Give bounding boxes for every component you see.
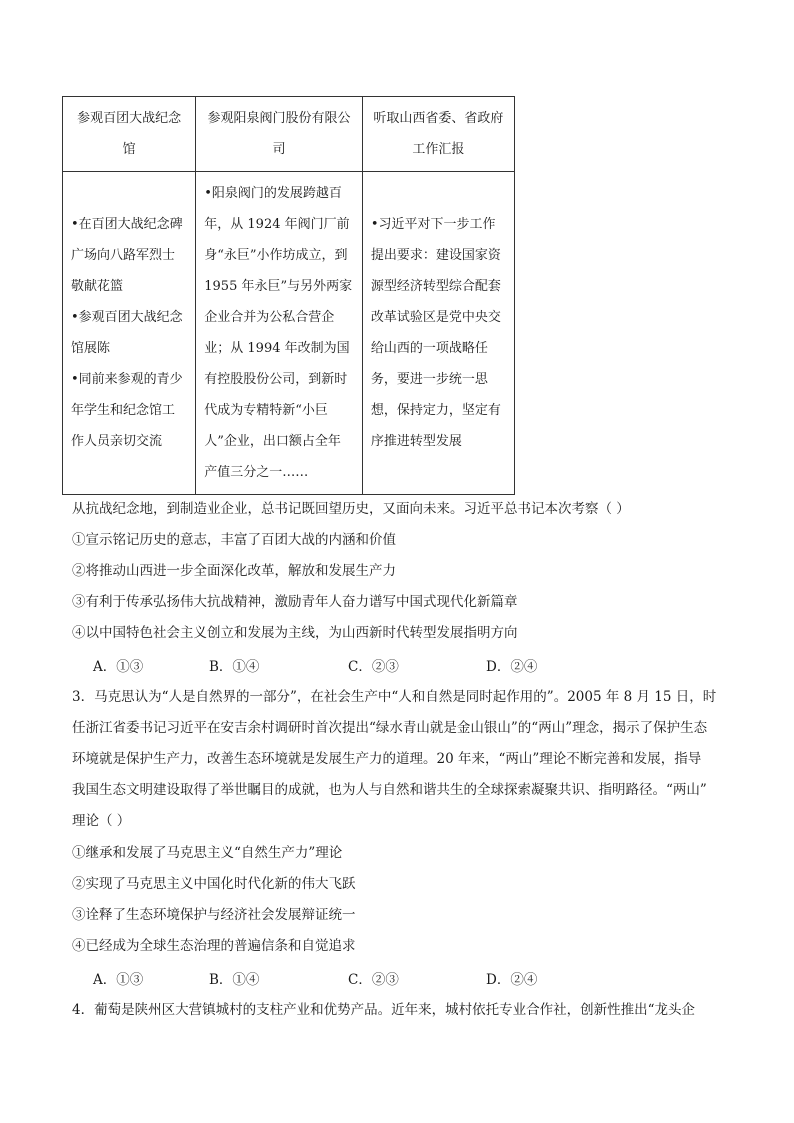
option-d[interactable]: D．②④ [486,659,538,675]
option-d[interactable]: D．②④ [486,972,538,988]
q3-item-1: ①继承和发展了马克思主义“自然生产力”理论 [72,845,343,861]
q4-stem-line: 4．葡萄是陕州区大营镇城村的支柱产业和优势产品。近年来，城村依托专业合作社，创新性推出“龙头企 [72,1002,695,1018]
q2-options [93,655,613,679]
bullet-item: •习近平对下一步工作提出要求：建设国家资源型经济转型综合配套改革试验区是党中央交给山西的一项战略任务，要进一步统一思想，保持定力，坚定有序推进转型发展 [370,217,501,449]
q2-item-3: ③有利于传承弘扬伟大抗战精神，激励青年人奋力谱写中国式现代化新篇章 [72,594,518,610]
q3-item-2: ②实现了马克思主义中国化时代化新的伟大飞跃 [72,876,356,892]
q3-stem-line: 任浙江省委书记习近平在安吉余村调研时首次提出“绿水青山就是金山银山”的“两山”理念，揭示了保护生态 [72,720,708,736]
visit-table [62,96,515,495]
q2-stem: 从抗战纪念地，到制造业企业，总书记既回望历史，又面向未来。习近平总书记本次考察（ ） [72,501,630,517]
q2-item-2: ②将推动山西进一步全面深化改革，解放和发展生产力 [72,563,396,579]
table-header-cell: 听取山西省委、省政府工作汇报 [362,97,514,172]
table-cell-company [196,172,363,495]
option-b[interactable]: B．①④ [209,659,260,675]
table-cell-memorial [63,172,196,495]
option-b[interactable]: B．①④ [209,972,260,988]
q3-item-4: ④已经成为全球生态治理的普遍信条和自觉追求 [72,938,356,954]
option-a[interactable]: A．①③ [93,659,144,675]
bullet-item: •阳泉阀门的发展跨越百年，从 1924 年阀门厂前身“永巨”小作坊成立，到 1955 年永巨”与另外两家企业合并为公私合营企业；从 1994 年改制为国有控股股份公司，到新时代成为专精特新“小巨人”企业，出口额占全年产值三分之一…… [204,186,353,480]
q3-options [93,968,613,992]
bullet-item: •参观百团大战纪念馆展陈 [71,310,183,356]
table-header-cell: 参观百团大战纪念馆 [63,97,196,172]
q3-item-3: ③诠释了生态环境保护与经济社会发展辩证统一 [72,907,356,923]
q3-stem-line: 理论（ ） [72,813,131,829]
q3-stem-line: 环境就是保护生产力，改善生态环境就是发展生产力的道理。20 年来，“两山”理论不断完善和发展，指导 [72,751,702,767]
option-a[interactable]: A．①③ [93,972,144,988]
table-header-cell: 参观阳泉阀门股份有限公司 [196,97,363,172]
option-c[interactable]: C．②③ [348,972,399,988]
q3-stem-line: 3．马克思认为“人是自然界的一部分”，在社会生产中“人和自然是同时起作用的”。2005 年 8 月 15 日，时 [72,689,717,705]
option-c[interactable]: C．②③ [348,659,399,675]
bullet-item: •同前来参观的青少年学生和纪念馆工作人员亲切交流 [71,372,183,449]
q2-item-4: ④以中国特色社会主义创立和发展为主线，为山西新时代转型发展指明方向 [72,625,518,641]
q2-item-1: ①宣示铭记历史的意志，丰富了百团大战的内涵和价值 [72,532,396,548]
q3-stem-line: 我国生态文明建设取得了举世瞩目的成就，也为人与自然和谐共生的全球探索凝聚共识、指明路径。“两山” [72,782,707,798]
bullet-item: •在百团大战纪念碑广场向八路军烈士敬献花篮 [71,217,183,294]
table-cell-report [362,172,514,495]
